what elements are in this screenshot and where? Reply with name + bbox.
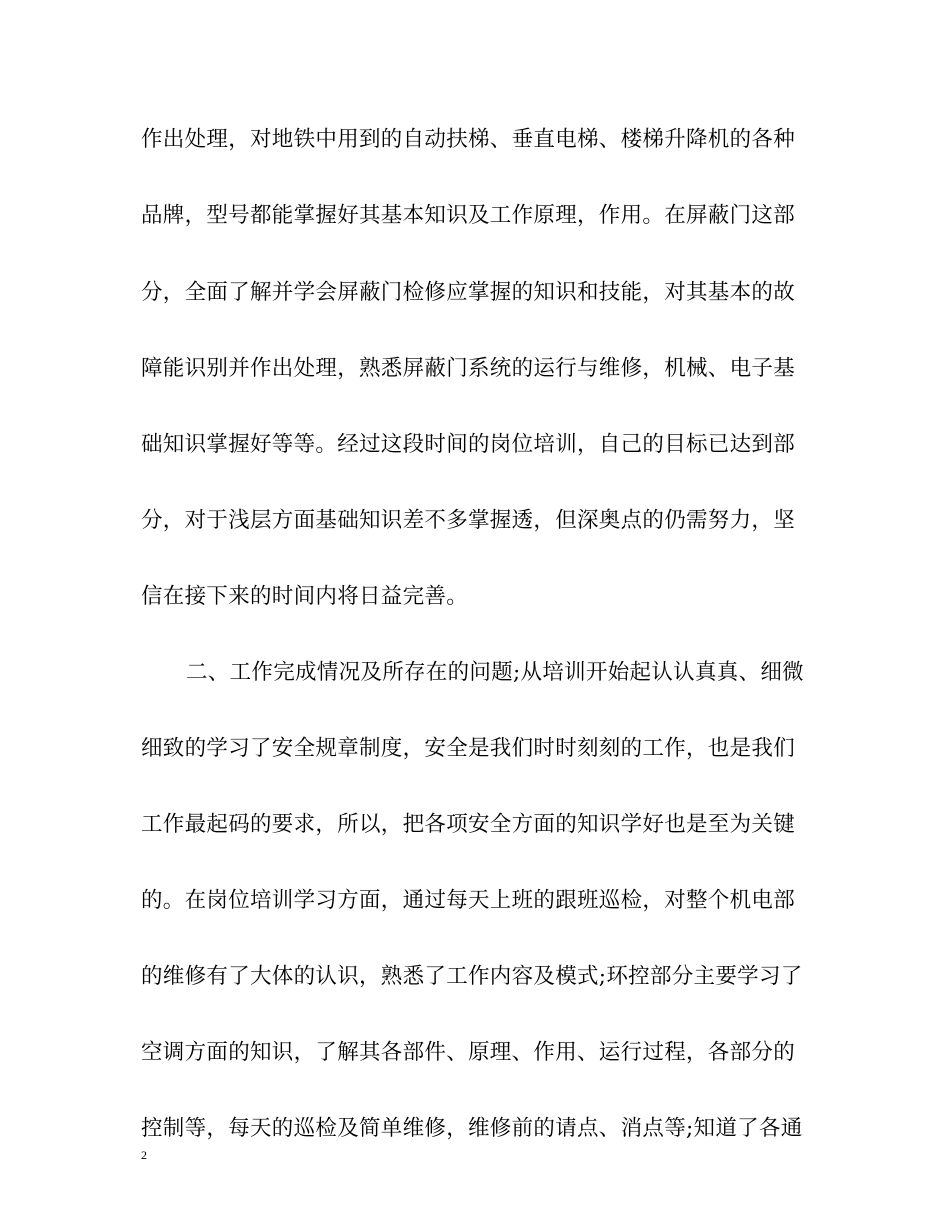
text-line: 作出处理，对地铁中用到的自动扶梯、垂直电梯、楼梯升降机的各种 (141, 127, 796, 152)
text-line: 空调方面的知识，了解其各部件、原理、作用、运行过程，各部分的 (141, 1040, 796, 1065)
text-line: 础知识掌握好等等。经过这段时间的岗位培训，自己的目标已达到部 (141, 432, 796, 457)
text-line: 的维修有了大体的认识，熟悉了工作内容及模式;环控部分主要学习了 (141, 964, 803, 989)
text-line: 的。在岗位培训学习方面，通过每天上班的跟班巡检，对整个机电部 (141, 888, 796, 913)
text-line: 品牌，型号都能掌握好其基本知识及工作原理，作用。在屏蔽门这部 (141, 203, 796, 228)
text-line: 分，全面了解并学会屏蔽门检修应掌握的知识和技能，对其基本的故 (141, 280, 796, 305)
text-line: 工作最起码的要求，所以，把各项安全方面的知识学好也是至为关键 (141, 812, 796, 837)
text-line: 障能识别并作出处理，熟悉屏蔽门系统的运行与维修，机械、电子基 (141, 356, 796, 381)
page-number: 2 (141, 1148, 147, 1162)
text-line: 细致的学习了安全规章制度，安全是我们时时刻刻的工作，也是我们 (141, 736, 796, 761)
text-line: 控制等，每天的巡检及简单维修，维修前的请点、消点等;知道了各通 (141, 1116, 803, 1141)
text-line: 信在接下来的时间内将日益完善。 (141, 584, 469, 609)
text-line-paragraph-start: 二、工作完成情况及所存在的问题;从培训开始起认认真真、细微 (186, 660, 804, 685)
text-line: 分，对于浅层方面基础知识差不多掌握透，但深奥点的仍需努力，坚 (141, 508, 796, 533)
